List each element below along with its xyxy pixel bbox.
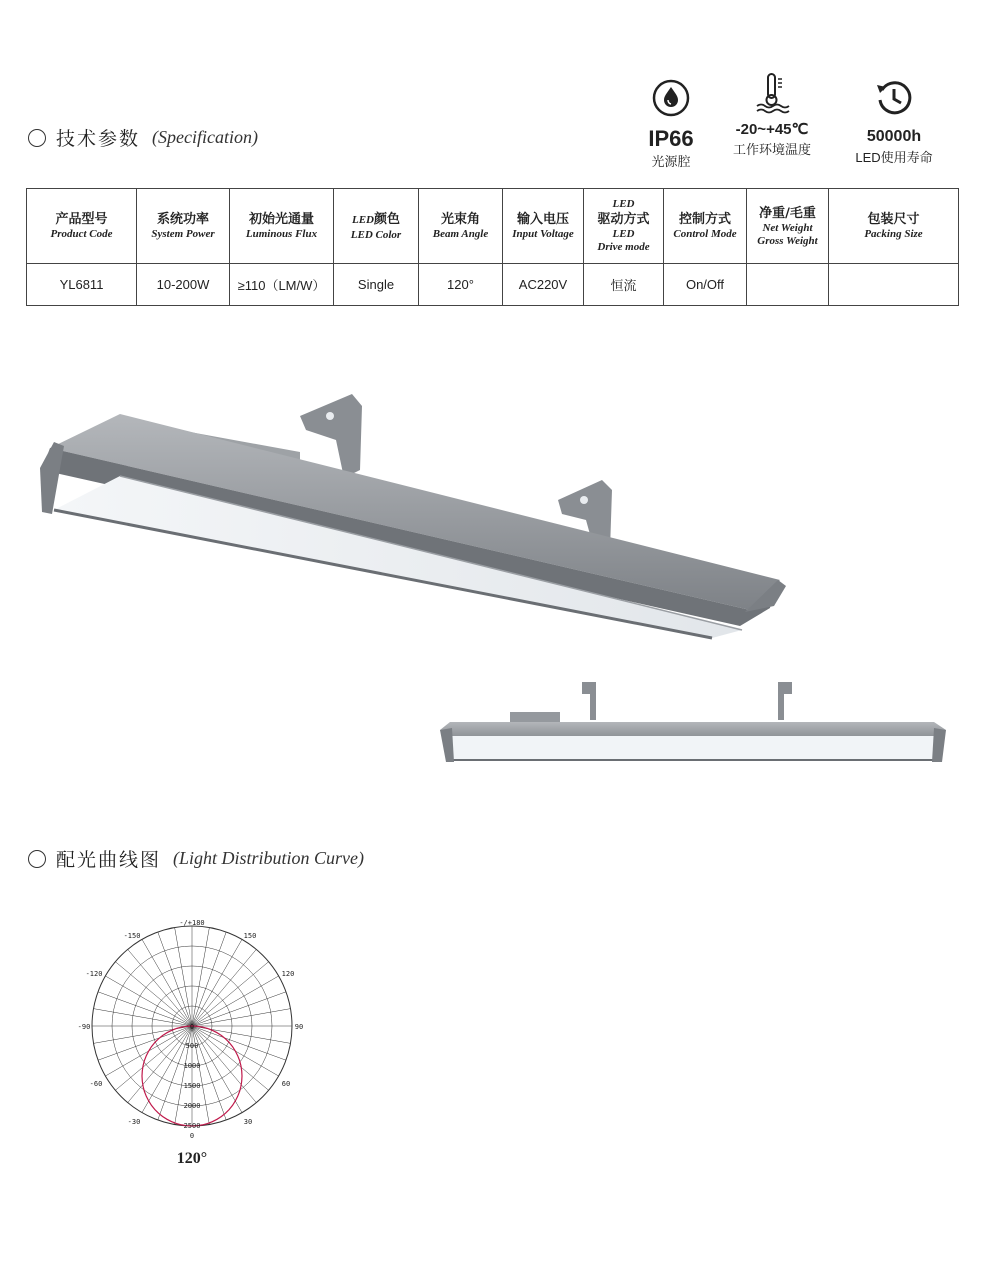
radial-label-500: 500 xyxy=(185,1042,199,1050)
angle-label-m30: -30 xyxy=(127,1118,141,1126)
curve-section-heading xyxy=(28,845,364,872)
angle-label-m150: -150 xyxy=(123,932,141,940)
angle-label-120: 120 xyxy=(281,970,295,978)
lifetime-value: 50000h xyxy=(866,128,922,145)
cell-weight xyxy=(747,264,829,306)
radial-label-0: 0 xyxy=(189,1023,195,1031)
ip-rating-value: IP66 xyxy=(648,126,694,151)
feature-lifetime xyxy=(844,78,944,166)
angle-label-60: 60 xyxy=(281,1080,291,1088)
angle-label-150: 150 xyxy=(243,932,257,940)
temperature-value: -20~+45℃ xyxy=(735,121,809,138)
spec-title-en: (Specification) xyxy=(152,127,258,147)
cell-beam-angle: 120° xyxy=(419,264,503,306)
header-drive-mode: LED 驱动方式 LED Drive mode xyxy=(584,189,664,264)
water-drop-icon xyxy=(651,78,691,118)
header-weight: 净重/毛重 Net Weight Gross Weight xyxy=(747,189,829,264)
header-product-code: 产品型号 Product Code xyxy=(27,189,137,264)
radial-label-2000: 2000 xyxy=(183,1102,201,1110)
header-control-mode: 控制方式 Control Mode xyxy=(664,189,747,264)
cell-system-power: 10-200W xyxy=(137,264,230,306)
temperature-label: 工作环境温度 xyxy=(732,142,811,157)
header-packing-size: 包装尺寸 Packing Size xyxy=(829,189,959,264)
circle-bullet-icon xyxy=(28,129,46,147)
radial-label-2500: 2500 xyxy=(183,1122,201,1130)
feature-ip-rating xyxy=(636,78,706,170)
header-led-color: LED颜色 LED Color xyxy=(334,189,419,264)
curve-title-zh: 配光曲线图 xyxy=(56,849,162,871)
angle-label-m60: -60 xyxy=(89,1080,103,1088)
product-image-side xyxy=(438,678,950,772)
angle-label-m120: -120 xyxy=(85,970,103,978)
cell-led-color: Single xyxy=(334,264,419,306)
angle-label-90: 90 xyxy=(294,1023,304,1031)
spec-table xyxy=(26,188,959,306)
angle-label-30: 30 xyxy=(243,1118,253,1126)
table-row xyxy=(27,264,959,306)
header-luminous-flux: 初始光通量 Luminous Flux xyxy=(230,189,334,264)
circle-bullet-icon xyxy=(28,850,46,868)
cell-drive-mode: 恒流 xyxy=(584,264,664,306)
radial-label-1500: 1500 xyxy=(183,1082,201,1090)
thermometer-icon xyxy=(752,72,792,114)
cell-control-mode: On/Off xyxy=(664,264,747,306)
spec-section-heading xyxy=(28,124,258,151)
feature-temperature xyxy=(722,72,822,158)
spec-title-zh: 技术参数 xyxy=(56,128,141,150)
cell-luminous-flux: ≥110（LM/W） xyxy=(230,264,334,306)
beam-angle-caption: 120° xyxy=(176,1150,208,1167)
cell-input-voltage: AC220V xyxy=(503,264,584,306)
radial-label-1000: 1000 xyxy=(183,1062,201,1070)
header-beam-angle: 光束角 Beam Angle xyxy=(419,189,503,264)
light-distribution-polar-chart xyxy=(70,910,320,1150)
lifetime-label: LED使用寿命 xyxy=(855,150,933,165)
cell-product-code: YL6811 xyxy=(27,264,137,306)
angle-label-180: -/+180 xyxy=(179,919,205,927)
ip-rating-label: 光源腔 xyxy=(651,154,691,169)
angle-label-0: 0 xyxy=(189,1132,195,1140)
curve-title-en: (Light Distribution Curve) xyxy=(173,848,365,868)
angle-label-m90: -90 xyxy=(77,1023,91,1031)
header-input-voltage: 输入电压 Input Voltage xyxy=(503,189,584,264)
product-image-angled xyxy=(30,380,790,640)
cell-packing-size xyxy=(829,264,959,306)
clock-icon xyxy=(874,78,914,118)
table-header-row xyxy=(27,189,959,264)
header-system-power: 系统功率 System Power xyxy=(137,189,230,264)
